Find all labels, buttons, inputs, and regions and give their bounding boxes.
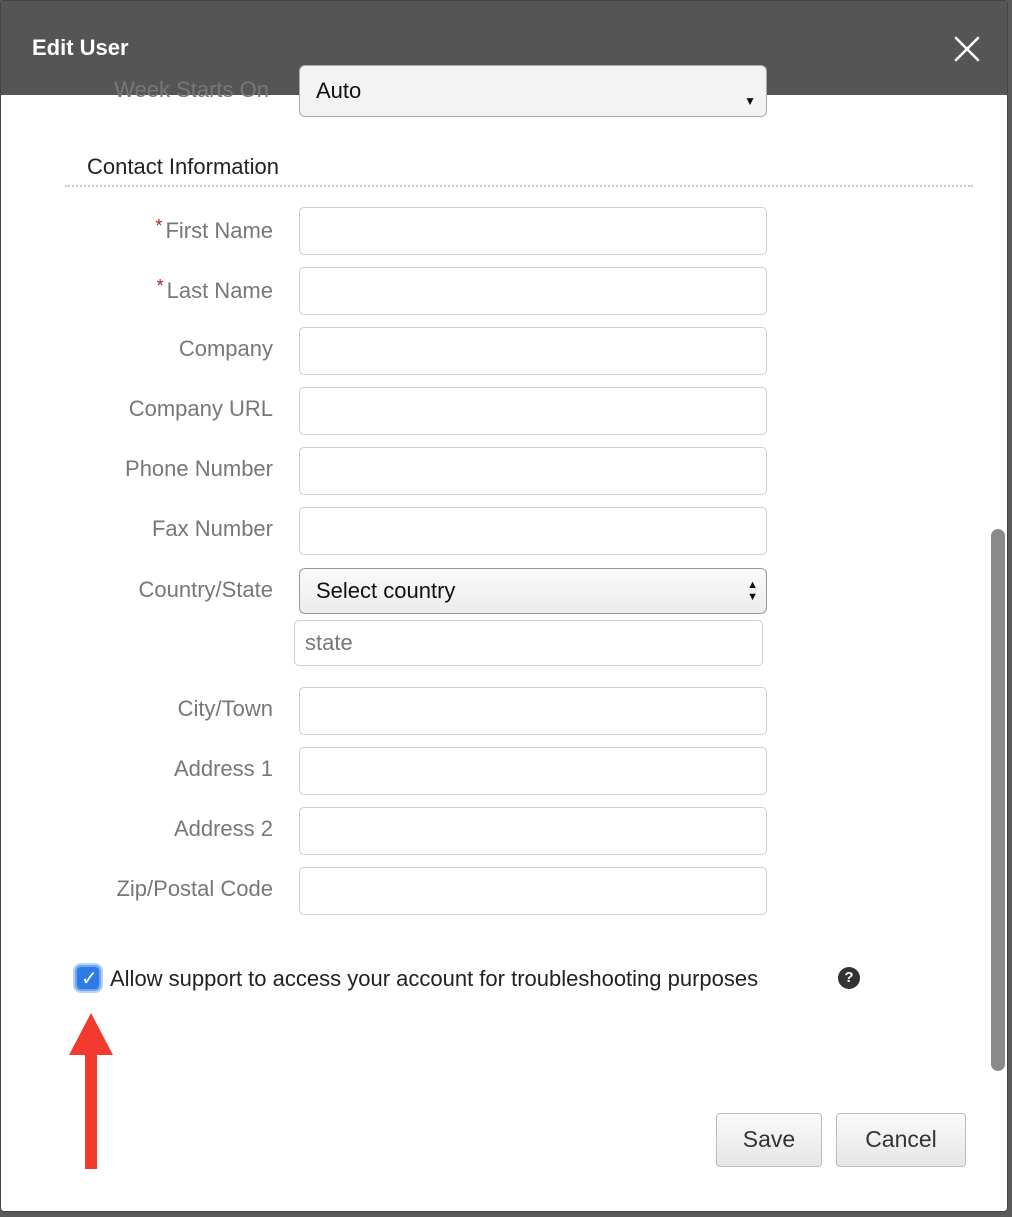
week-starts-on-label: Week Starts On [114, 77, 269, 102]
address1-input[interactable] [299, 747, 767, 795]
first-name-input[interactable] [299, 207, 767, 255]
company-url-row [1, 387, 801, 435]
support-access-checkbox[interactable] [75, 965, 101, 991]
country-select[interactable] [299, 568, 767, 614]
first-name-label: * First Name [155, 216, 273, 243]
phone-number-row [1, 447, 801, 495]
fax-number-row [1, 507, 801, 555]
contact-section-title: Contact Information [87, 154, 279, 179]
zip-label: Zip/Postal Code [116, 876, 273, 901]
week-starts-on-row [1, 77, 1007, 119]
required-marker: * [155, 216, 163, 236]
support-access-label[interactable]: Allow support to access your account for troubleshooting purposes [110, 966, 759, 991]
zip-row [1, 867, 801, 915]
week-starts-on-value: Auto [316, 78, 362, 103]
address1-label: Address 1 [173, 756, 273, 781]
help-icon[interactable]: ? [838, 967, 860, 989]
week-starts-on-select[interactable] [299, 65, 767, 117]
section-divider [65, 185, 973, 187]
company-row [1, 327, 801, 375]
company-url-input[interactable] [299, 387, 767, 435]
fax-number-label: Fax Number [151, 516, 273, 541]
city-input[interactable] [299, 687, 767, 735]
cancel-button[interactable]: Cancel [836, 1113, 966, 1167]
city-label: City/Town [177, 696, 273, 721]
address2-row [1, 807, 801, 855]
country-state-label: Country/State [138, 577, 273, 602]
phone-number-label: Phone Number [125, 456, 273, 481]
first-name-row [1, 207, 801, 255]
city-row [1, 687, 801, 735]
country-state-row [1, 568, 801, 616]
checkmark-icon: ✓ [81, 968, 98, 990]
country-select-value: Select country [316, 578, 456, 603]
phone-number-input[interactable] [299, 447, 767, 495]
select-arrows-icon: ▲ ▼ [747, 579, 758, 603]
close-icon[interactable] [951, 33, 983, 65]
scrollbar-thumb[interactable] [991, 529, 1005, 1071]
address2-label: Address 2 [173, 816, 273, 841]
state-input[interactable] [294, 620, 763, 666]
last-name-input[interactable] [299, 267, 767, 315]
company-input[interactable] [299, 327, 767, 375]
address2-input[interactable] [299, 807, 767, 855]
last-name-row [1, 267, 801, 315]
dialog-title: Edit User [32, 35, 129, 60]
save-button[interactable]: Save [716, 1113, 822, 1167]
company-label: Company [178, 336, 273, 361]
company-url-label: Company URL [128, 396, 273, 421]
last-name-label: * Last Name [156, 276, 273, 303]
zip-input[interactable] [299, 867, 767, 915]
required-marker: * [156, 276, 164, 296]
address1-row [1, 747, 801, 795]
fax-number-input[interactable] [299, 507, 767, 555]
red-arrow-annotation [63, 1011, 119, 1171]
select-arrow-icon: ▼ [744, 94, 756, 108]
